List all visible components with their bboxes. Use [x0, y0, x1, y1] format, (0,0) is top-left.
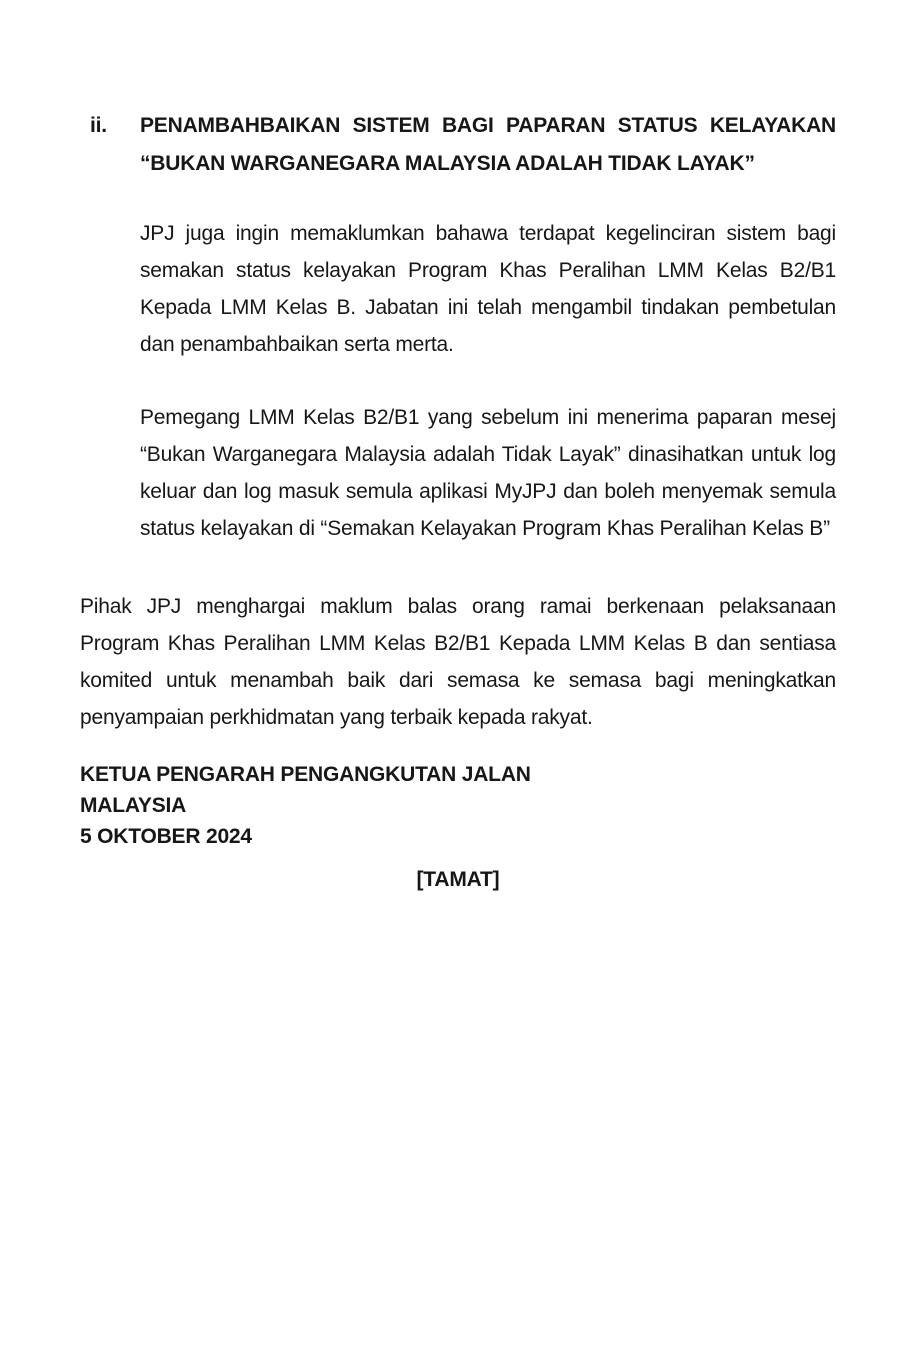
press-release-document: [0, 107, 920, 1357]
text-line: komited untuk menambah baik dari semasa ke semasa bagi meningkatkan: [80, 669, 836, 692]
text-line: “Bukan Warganegara Malaysia adalah Tidak Layak” dinasihatkan untuk log: [140, 443, 836, 466]
text-line: 5 OKTOBER 2024: [80, 825, 252, 848]
section-marker: ii.: [90, 114, 107, 137]
text-line: MALAYSIA: [80, 794, 187, 817]
text-line: status kelayakan di “Semakan Kelayakan Program Khas Peralihan Kelas B”: [140, 517, 830, 540]
text-line: KETUA PENGARAH PENGANGKUTAN JALAN: [80, 763, 531, 786]
section-title: [140, 107, 836, 183]
text-line: penyampaian perkhidmatan yang terbaik kepada rakyat.: [80, 706, 593, 729]
text-line: Pihak JPJ menghargai maklum balas orang ramai berkenaan pelaksanaan: [80, 595, 836, 618]
document-page: [0, 107, 920, 1357]
text-line: keluar dan log masuk semula aplikasi MyJPJ dan boleh menyemak semula: [140, 480, 836, 503]
text-line: Program Khas Peralihan LMM Kelas B2/B1 Kepada LMM Kelas B dan sentiasa: [80, 632, 836, 655]
paragraph-appreciation: [80, 588, 836, 736]
text-line: JPJ juga ingin memaklumkan bahawa terdapat kegelinciran sistem bagi: [140, 222, 836, 245]
paragraph-advice-relogin: [140, 399, 836, 547]
text-line: PENAMBAHBAIKAN SISTEM BAGI PAPARAN STATUS KELAYAKAN: [140, 114, 836, 137]
text-line: dan penambahbaikan serta merta.: [140, 333, 454, 356]
end-marker-label: [TAMAT]: [416, 868, 500, 891]
text-line: Kepada LMM Kelas B. Jabatan ini telah mengambil tindakan pembetulan: [140, 296, 836, 319]
paragraph-system-glitch: [140, 215, 836, 363]
text-line: semakan status kelayakan Program Khas Peralihan LMM Kelas B2/B1: [140, 259, 836, 282]
text-line: “BUKAN WARGANEGARA MALAYSIA ADALAH TIDAK LAYAK”: [140, 152, 755, 175]
end-marker: [80, 861, 836, 898]
section-heading: [80, 107, 836, 183]
signature-block: [80, 759, 836, 852]
text-line: Pemegang LMM Kelas B2/B1 yang sebelum ini menerima paparan mesej: [140, 406, 836, 429]
